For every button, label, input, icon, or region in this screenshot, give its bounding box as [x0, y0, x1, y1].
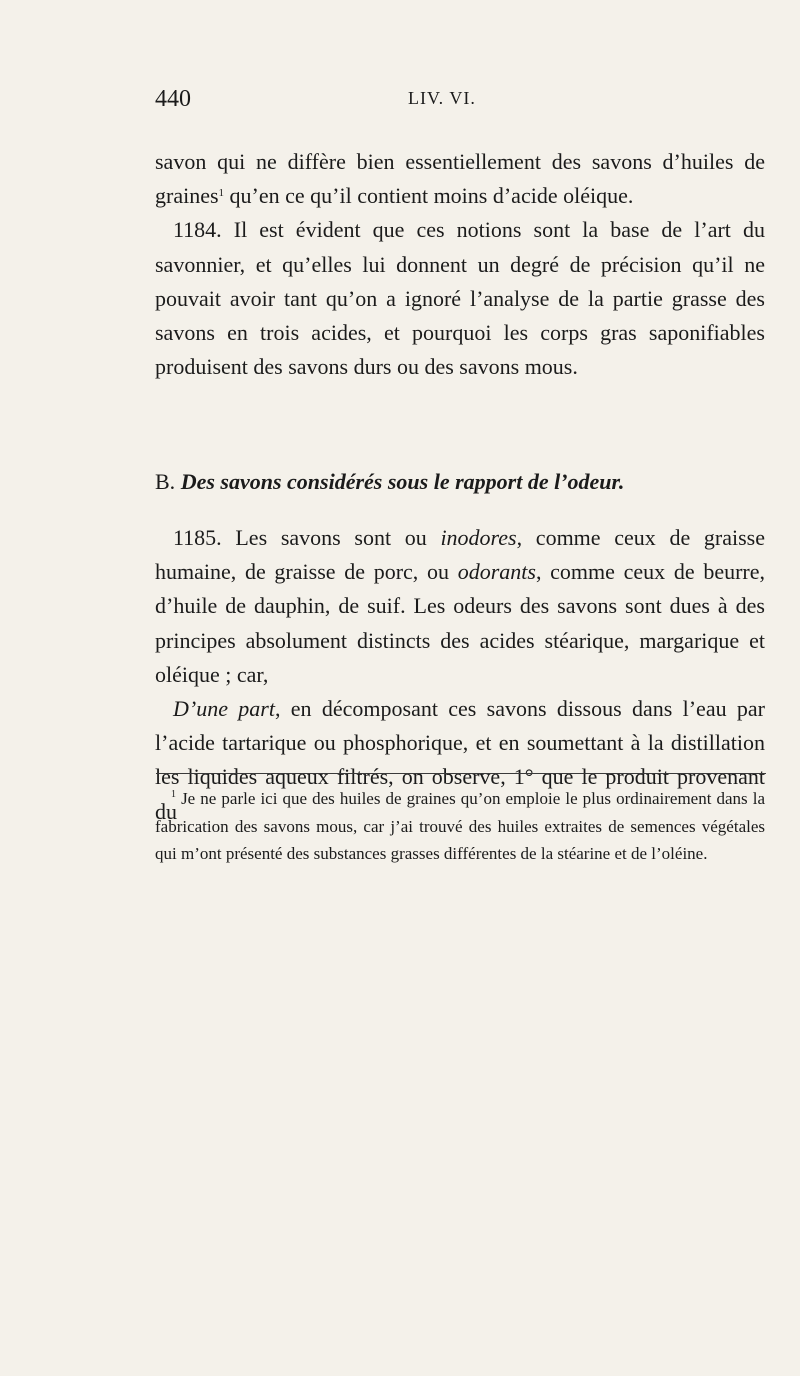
paragraph-text: savon qui ne diffère bien essentiellement des savons d’huiles de graines: [155, 149, 765, 209]
footnote-marker: 1: [171, 789, 176, 800]
main-text-bottom: [155, 521, 765, 829]
running-head: LIV. VI.: [408, 88, 476, 108]
page-header: [155, 86, 755, 126]
section-title: Des savons considérés sous le rapport de l’odeur.: [180, 469, 625, 494]
italic-term: D’une part: [173, 696, 275, 722]
paragraph-text: Les savons sont ou: [221, 525, 441, 550]
section-heading: [155, 465, 765, 499]
footnote: [155, 785, 765, 868]
paragraph-text: , comme ceux de beurre, d’huile de dauphin, de suif. Les odeurs des savons sont dues à des principes absolument distincts des acides stéarique, margarique et oléique ; car,: [155, 559, 766, 687]
main-text-top: [155, 145, 765, 384]
footnote-separator: [156, 773, 766, 774]
paragraph-text: , en décomposant ces savons dissous dans l’eau par l’acide tartarique ou phosphorique, et en soumettant à la distillation les liquides aqueux filtrés, on observe, 1° que le produit provenant du: [155, 696, 765, 824]
footnote-paragraph: [155, 785, 765, 868]
page-number: 440: [155, 86, 191, 112]
paragraph-text: Il est évident que ces notions sont la base de l’art du savonnier, et qu’elles lui donnent un degré de précision qu’il ne pouvait avoir tant qu’on a ignoré l’analyse de la partie grasse des savons en trois acides, et pourquoi les corps gras saponifiables produisent des savons durs ou des savons mous.: [155, 217, 765, 380]
paragraph-text: qu’en ce qu’il contient moins d’acide oléique.: [224, 183, 634, 209]
footnote-reference: 1: [218, 187, 225, 200]
section-letter: B.: [155, 469, 176, 494]
footnote-text: Je ne parle ici que des huiles de graines qu’on emploie le plus ordinairement dans la fabrication des savons mous, car j’ai trouvé des huiles extraites de semences végétales qui m’ont présenté des substances grasses différentes de la stéarine et de l’oléine.: [155, 789, 765, 863]
italic-term: odorants: [457, 559, 536, 585]
paragraph-continuation: [155, 145, 765, 213]
paragraph-text: , comme ceux de graisse humaine, de graisse de porc, ou: [155, 525, 765, 585]
paragraph-number: 1185.: [173, 525, 222, 550]
italic-term: inodores: [440, 525, 517, 550]
paragraph-1184: [155, 213, 765, 384]
paragraph-number: 1184.: [173, 217, 222, 243]
paragraph-1185: [155, 521, 765, 692]
